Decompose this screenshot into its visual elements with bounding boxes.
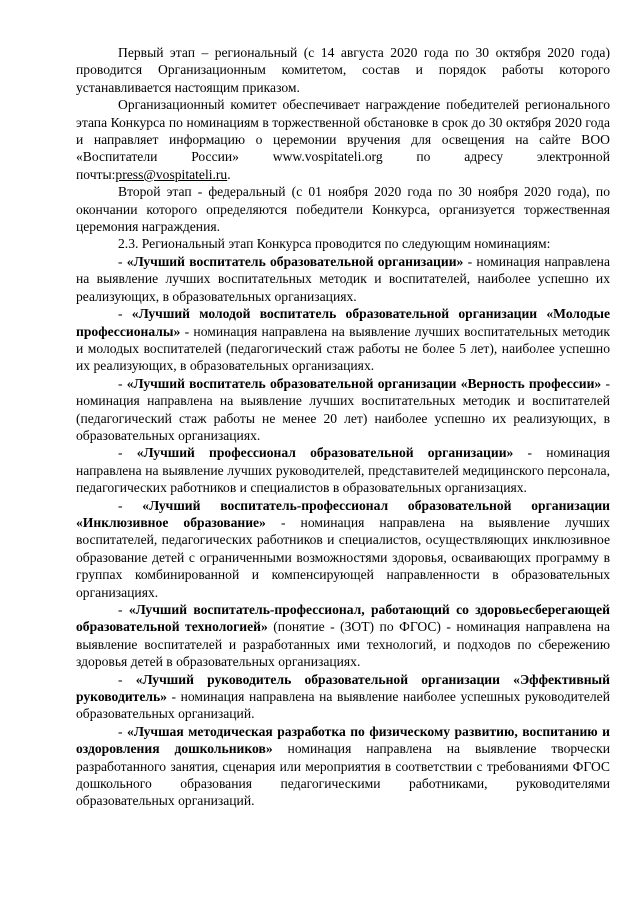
document-page xyxy=(76,44,610,810)
nomination-title: «Лучший профессионал образовательной организации» xyxy=(136,445,514,461)
nomination-item xyxy=(76,305,610,375)
paragraph-awarding-end: . xyxy=(227,166,231,182)
nomination-dash: - xyxy=(118,375,127,391)
nomination-description: - номинация направлена на выявление лучших воспитателей, педагогических работников и специалистов, осуществляющих инклюзивное образование детей с ограниченными возможностями здоровья, осваивающих программу в группах комбинированной и компенсирующей направленности в образовательных организациях. xyxy=(76,514,610,600)
nomination-description: - номинация направлена на выявление лучших воспитательных методик и молодых воспитателей (педагогический стаж работы не более 5 лет), наиболее успешно их реализующих, в образовательных организациях. xyxy=(76,323,610,374)
email-link[interactable]: press@vospitateli.ru xyxy=(115,166,228,182)
nomination-title: «Лучший воспитатель-профессионал образовательной организации «Инклюзивное образование» xyxy=(76,497,610,530)
nomination-dash: - xyxy=(118,602,129,617)
nomination-dash: - xyxy=(118,306,132,322)
nomination-title: «Лучший воспитатель образовательной организации «Верность профессии» xyxy=(126,375,602,391)
nomination-title: «Лучший воспитатель образовательной организации» xyxy=(126,253,464,269)
paragraph-stage-two: Второй этап - федеральный (с 01 ноября 2020 года по 30 ноября 2020 года), по окончании которого определяются победители Конкурса, организуется торжественная церемония награждения. xyxy=(76,184,610,235)
paragraph-section-2-3: 2.3. Региональный этап Конкурса проводится по следующим номинациям: xyxy=(118,236,551,252)
nomination-description: - номинация направлена на выявление лучших руководителей, представителей медицинского персонала, педагогических работников и специалистов в образовательных организациях. xyxy=(76,445,610,496)
nomination-description: - номинация направлена на выявление лучших воспитательных методик и воспитателей (педагогический стаж работы не менее 20 лет) наиболее успешно их реализующих, в образовательных организациях. xyxy=(76,375,610,443)
nomination-title: «Лучший руководитель образовательной организации «Эффективный руководитель» xyxy=(76,671,610,705)
nomination-description: номинация направлена на выявление творчески разработанного занятия, сценария или мероприятия в соответствии с требованиями ФГОС дошкольного образования педагогическими работниками, руководителями образовательных организаций. xyxy=(76,741,610,809)
nomination-title: «Лучший воспитатель-профессионал, работающий со здоровьесберегающей образовательной технологией» xyxy=(76,602,610,635)
nomination-item xyxy=(76,444,610,496)
nomination-dash: - xyxy=(118,497,143,513)
nomination-description: - номинация направлена на выявление лучших воспитательных методик и воспитателей, наиболее успешно их реализующих, в образовательных организациях. xyxy=(76,253,610,304)
nomination-item xyxy=(76,723,610,810)
nomination-dash: - xyxy=(118,671,136,687)
nomination-dash: - xyxy=(118,723,128,739)
nomination-title: «Лучшая методическая разработка по физическому развитию, воспитанию и оздоровления дошкольников» xyxy=(76,723,610,757)
nomination-item xyxy=(76,601,610,671)
nomination-item xyxy=(76,375,610,445)
nomination-description: (понятие - (ЗОТ) по ФГОС) - номинация направлена на выявление воспитателей и разработанных ими технологий, и подходов по сбережению здоровья детей в образовательных организациях. xyxy=(76,619,610,670)
nomination-title: «Лучший молодой воспитатель образовательной организации «Молодые профессионалы» xyxy=(76,306,610,339)
nomination-item xyxy=(76,497,610,601)
paragraph-stage-one: Первый этап – региональный (с 14 августа 2020 года по 30 октября 2020 года) проводится Организационным комитетом, состав и порядок работы которого устанавливается настоящим приказом. xyxy=(76,45,610,95)
nomination-description: - номинация направлена на выявление наиболее успешных руководителей образовательных организаций. xyxy=(76,689,610,722)
nomination-dash: - xyxy=(118,253,127,269)
nomination-dash: - xyxy=(118,445,137,461)
nomination-item xyxy=(76,671,610,723)
nomination-item xyxy=(76,253,610,305)
paragraph-awarding xyxy=(76,96,610,183)
paragraph-awarding-text: Организационный комитет обеспечивает награждение победителей регионального этапа Конкурса по номинациям в торжественной обстановке в срок до 30 октября 2020 года и направляет информацию о церемонии вручения для освещения на сайте ВОО «Воспитатели России» www.vospitateli.org по адресу электронной почты: xyxy=(76,97,610,182)
